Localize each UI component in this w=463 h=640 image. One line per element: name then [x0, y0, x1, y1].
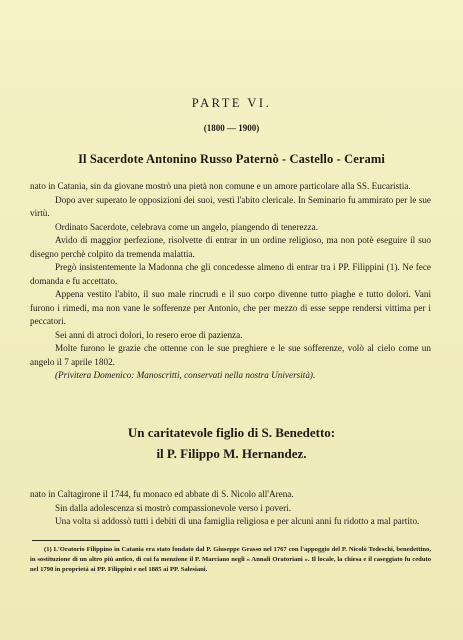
paragraph: Una volta si addossò tutti i debiti di una famiglia religiosa e per alcuni anni fu ridotto a mal partito. — [55, 516, 420, 526]
paragraph: Appena vestito l'abito, il suo male rincrudì e il suo corpo divenne tutto piaghe e tutto dolori. Vani furono i rimedi, ma non vane le sofferenze per Antonio, che per mezzo di esse seppe rendersi vittima per i peccatori. — [30, 289, 431, 326]
part-title: PARTE VI. — [191, 96, 272, 110]
paragraph: Sei anni di atroci dolori, lo resero eroe di pazienza. — [55, 329, 243, 340]
paragraph: nato in Caltagirone il 1744, fu monaco ed abbate di S. Nicolo all'Arena. — [30, 489, 294, 499]
paragraph: Sin dalla adolescenza si mostrò compassionevole verso i poveri. — [55, 502, 292, 513]
paragraph: Pregò insistentemente la Madonna che gli concedesse almeno di entrar tra i PP. Filippini (1). Ne fece domanda e fu accettato. — [30, 262, 431, 286]
paragraph: Ordinato Sacerdote, celebrava come un angelo, piangendo di tenerezza. — [55, 221, 318, 232]
section-body-russo — [30, 180, 431, 383]
section-heading-russo: Il Sacerdote Antonino Russo Paternò - Castello - Cerami — [78, 152, 385, 166]
paragraph: Avido di maggior perfezione, risolvette di entrar in un ordine religioso, ma non potè eseguire il suo disegno perchè colpito da tremenda malattia. — [30, 235, 431, 259]
paragraph: Dopo aver superato le opposizioni dei suoi, vestì l'abito clericale. In Seminario fu ammirato per le sue virtù. — [30, 194, 431, 218]
section-heading-hernandez-line1: Un caritatevole figlio di S. Benedetto: — [127, 425, 336, 440]
section-body-hernandez — [30, 488, 431, 529]
paragraph: Molte furono le grazie che ottenne con le sue preghiere e le sue sofferenze, volò al cielo come un angelo il 7 aprile 1802. — [30, 343, 431, 367]
period-years: (1800 — 1900) — [203, 123, 260, 133]
citation: (Privitera Domenico: Manoscritti, conservati nella nostra Università). — [55, 370, 316, 380]
section-heading-hernandez-line2: il P. Filippo M. Hernandez. — [156, 446, 307, 461]
footnote: (1) L'Oratorio Filippino in Catania era stato fondato dal P. Giuseppe Grasso nel 1767 con l'appoggio del P. Nicolò Tedeschi, benedettino, in sostituzione di un altro più antico, di cui fa menzione il P. Marciano negli « Annali Oratoriani ». Il locale, la chiesa e il caseggiato fu ceduto nel 1790 in proprietà ai PP. Filippini e nel 1885 ai PP. Salesiani. — [30, 546, 431, 574]
paragraph: nato in Catania, sin da giovane mostrò una pietà non comune e un amore particolare alla SS. Eucaristia. — [30, 181, 411, 191]
footnote-rule — [32, 540, 120, 541]
